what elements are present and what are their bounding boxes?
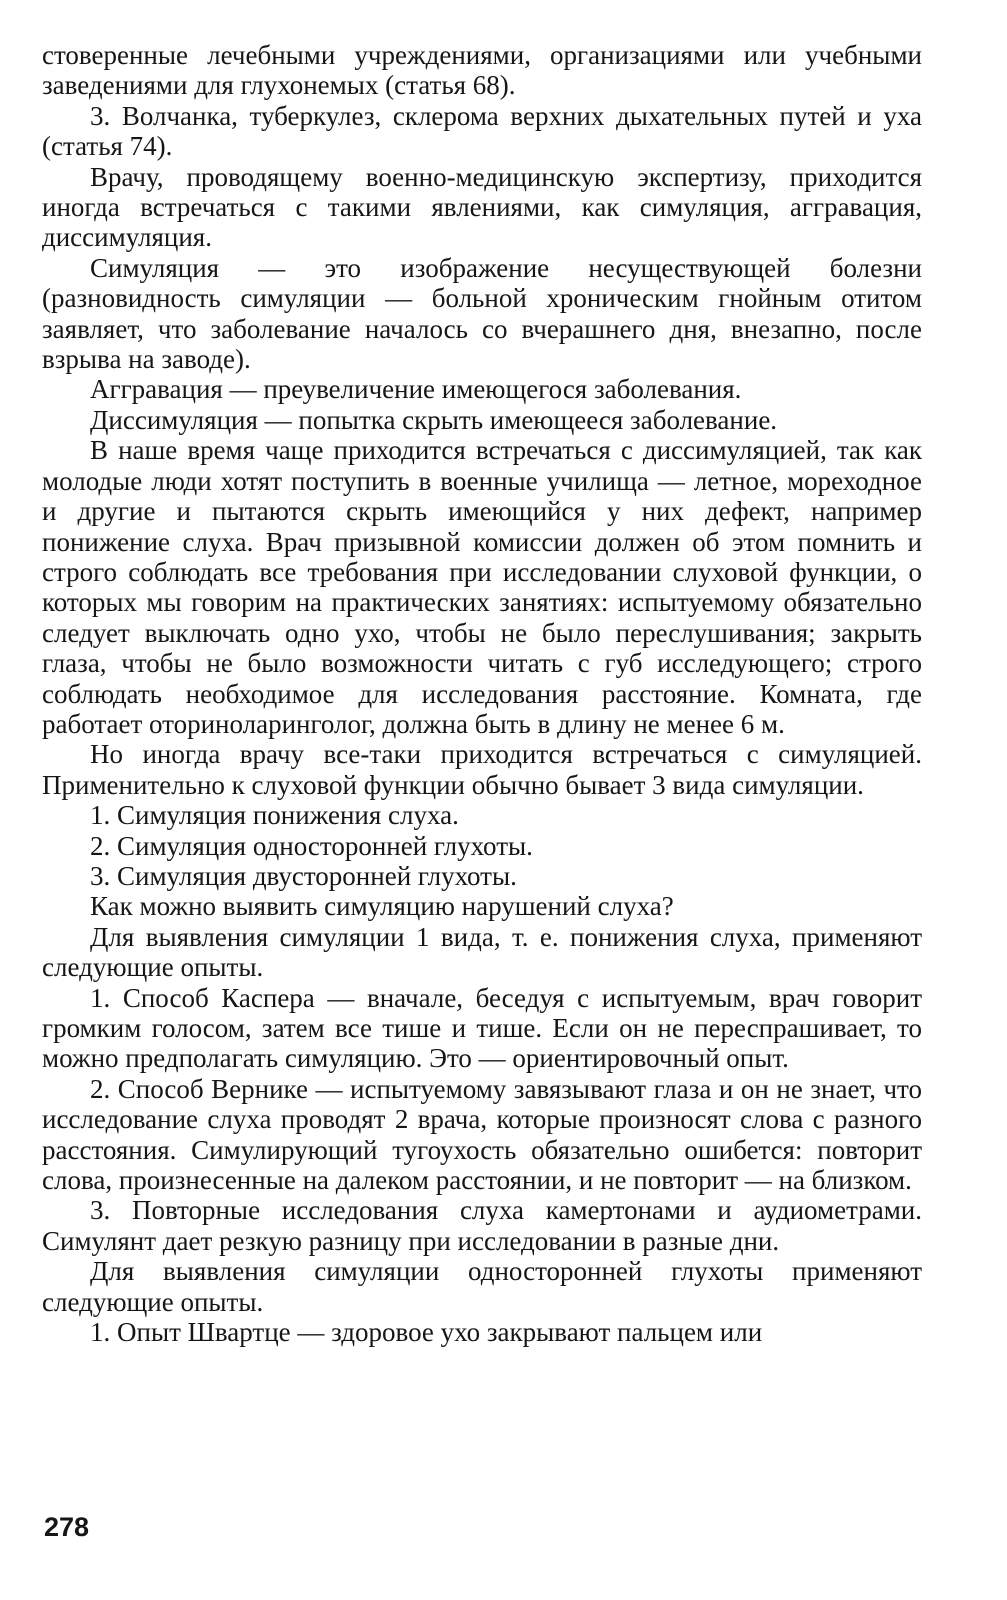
paragraph-list-item: 3. Волчанка, туберкулез, склерома верхних дыхательных путей и уха (статья 74). (42, 100, 922, 162)
paragraph-continuation: стоверенные лечебными учреждениями, организациями или учебными заведениями для глухонемых (статья 68). (42, 40, 922, 101)
paragraph: В наше время чаще приходится встречаться с диссимуляцией, так как молодые люди хотят поступить в военные училища — летное, мореходное и другие и пытаются скрыть имеющийся у них дефект, например понижение слуха. Врач призывной комиссии должен об этом помнить и строго соблюдать все требования при исследовании слуховой функции, о которых мы говорим на практических занятиях: испытуемому обязательно следует выключать одно ухо, чтобы не было переслушивания; закрыть глаза, чтобы не было возможности читать с губ исследующего; строго соблюдать необходимое для исследования расстояние. Комната, где работает оториноларинголог, должна быть в длину не менее 6 м. (42, 435, 922, 739)
paragraph-question: Как можно выявить симуляцию нарушений слуха? (90, 891, 674, 922)
page-number: 278 (44, 1512, 90, 1542)
paragraph-definition-simulation: Симуляция — это изображение несуществующей болезни (разновидность симуляции — больной хроническим гнойным отитом заявляет, что заболевание началось со вчерашнего дня, внезапно, после взрыва на заводе). (42, 252, 922, 375)
paragraph-list-item: 3. Повторные исследования слуха камертонами и аудиометрами. Симулянт дает резкую разницу при исследовании в разные дни. (42, 1195, 922, 1256)
paragraph-definition-aggravation: Аггравация — преувеличение имеющегося заболевания. (90, 374, 742, 405)
page-text (42, 40, 922, 1347)
paragraph: Для выявления симуляции односторонней глухоты применяют следующие опыты. (42, 1256, 922, 1317)
paragraph-list-item: 2. Симуляция односторонней глухоты. (90, 830, 533, 861)
paragraph: Врачу, проводящему военно-медицинскую экспертизу, приходится иногда встречаться с такими явлениями, как симуляция, аггравация, диссимуляция. (42, 161, 922, 253)
paragraph-list-item: 1. Опыт Швартце — здоровое ухо закрывают пальцем или (90, 1317, 763, 1348)
paragraph-definition-dissimulation: Диссимуляция — попытка скрыть имеющееся заболевание. (90, 404, 778, 435)
paragraph: Для выявления симуляции 1 вида, т. е. понижения слуха, применяют следующие опыты. (42, 921, 922, 983)
paragraph: Но иногда врачу все-таки приходится встречаться с симуляцией. Применительно к слуховой функции обычно бывает 3 вида симуляции. (42, 739, 922, 800)
paragraph-list-item: 1. Симуляция понижения слуха. (90, 800, 459, 831)
paragraph-list-item: 2. Способ Вернике — испытуемому завязывают глаза и он не знает, что исследование слуха проводят 2 врача, которые произносят слова с разного расстояния. Симулирующий тугоухость обязательно ошибется: повторит слова, произнесенные на далеком расстоянии, и не повторит — на близком. (42, 1073, 922, 1196)
paragraph-list-item: 1. Способ Каспера — вначале, беседуя с испытуемым, врач говорит громким голосом, затем все тише и тише. Если он не переспрашивает, то можно предполагать симуляцию. Это — ориентировочный опыт. (42, 982, 922, 1074)
paragraph-list-item: 3. Симуляция двусторонней глухоты. (90, 860, 517, 891)
